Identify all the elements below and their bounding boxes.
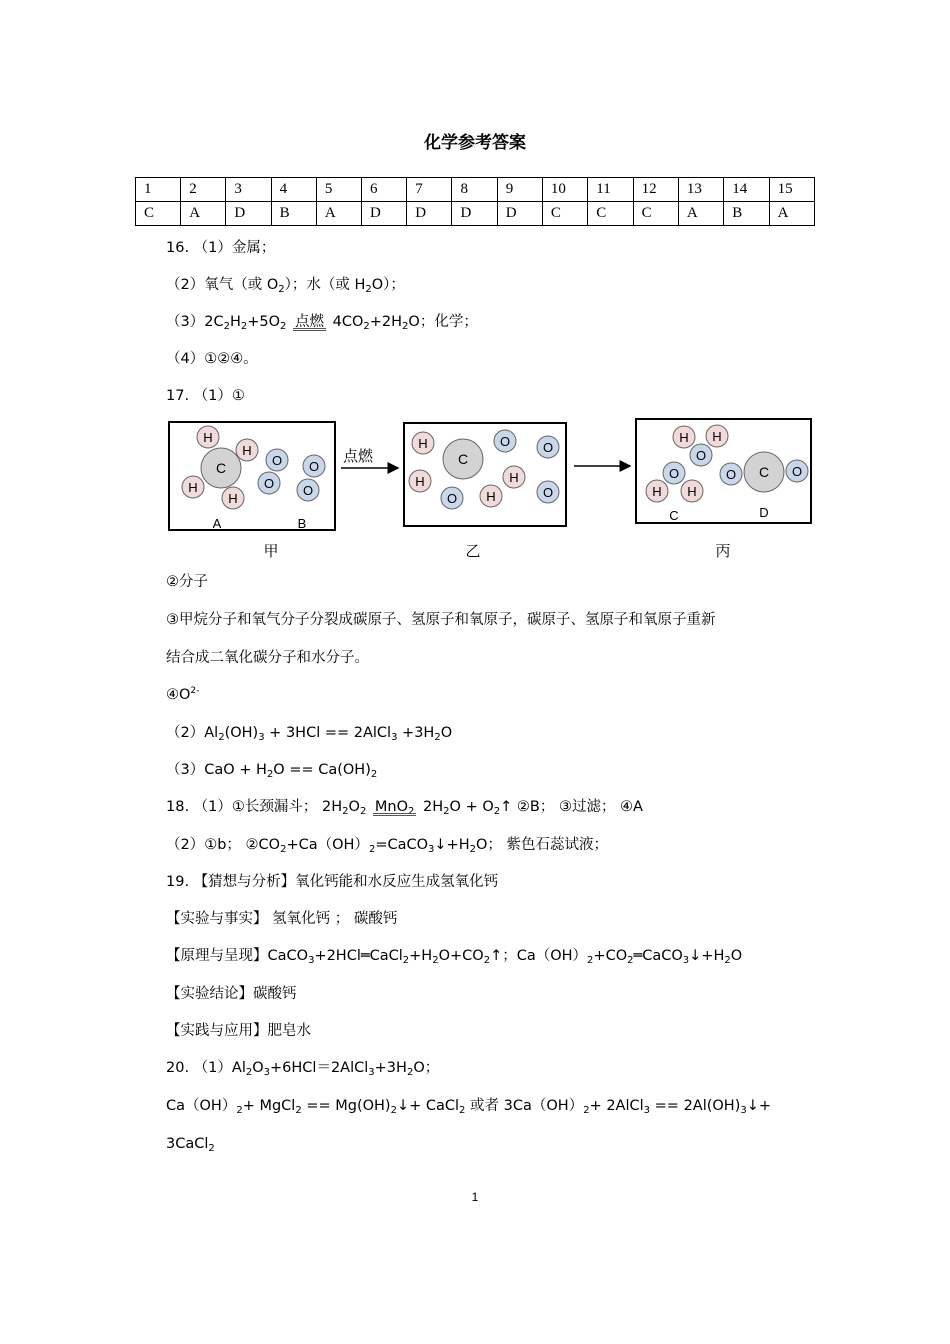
text: +3H <box>397 725 435 741</box>
atom-label: H <box>415 474 425 489</box>
subscript: 2 <box>295 1105 302 1116</box>
text: O + O <box>449 799 494 815</box>
text: =CaCO <box>375 837 429 853</box>
water-molecules <box>646 425 728 502</box>
subscript: 2 <box>627 955 634 966</box>
caption-yi: 乙 <box>465 542 481 560</box>
table-cell: C <box>542 202 587 226</box>
atom-label: O <box>542 485 554 500</box>
table-cell: C <box>136 202 181 226</box>
table-cell: 5 <box>316 178 361 202</box>
table-cell: 1 <box>136 178 181 202</box>
table-cell: A <box>769 202 814 226</box>
atom-label: O <box>263 476 275 491</box>
q20-line-1 <box>166 1058 439 1078</box>
subscript: 3 <box>308 955 315 966</box>
table-cell: A <box>678 202 723 226</box>
text: ↑；Ca（OH） <box>490 948 588 964</box>
text: ③甲烷分子和氧气分子分裂成碳原子、氢原子和氧原子，碳原子、氢原子和氧原子重新 <box>166 612 716 628</box>
atom-label: O <box>446 491 458 506</box>
arrow-label: 点燃 <box>343 447 374 465</box>
text: +2H <box>369 314 403 330</box>
q19-line-5 <box>166 1021 311 1041</box>
subscript: 2 <box>218 732 225 743</box>
subscript: 2 <box>493 806 501 817</box>
q17-line-7 <box>166 760 377 780</box>
answer-table-answer-row <box>136 202 815 226</box>
text: 【实验结论】碳酸钙 <box>166 986 297 1002</box>
subscript: 2 <box>724 955 731 966</box>
text: + 2AlCl <box>589 1098 644 1114</box>
table-cell: 14 <box>724 178 769 202</box>
text: 3CaCl <box>166 1136 209 1152</box>
subscript: 2 <box>402 955 410 966</box>
text: (OH) <box>224 725 259 741</box>
text: （3）CaO + H <box>166 762 267 778</box>
text: O；化学； <box>408 314 478 330</box>
q17-line-6 <box>166 723 452 743</box>
text: （2）氧气（或 O <box>166 277 279 293</box>
text: 20. （1）Al <box>166 1060 246 1076</box>
atom-label: O <box>695 448 707 463</box>
caption-bing: 丙 <box>715 542 731 560</box>
subscript: 3 <box>428 844 435 855</box>
subscript: 2 <box>245 1067 253 1078</box>
atom-label: H <box>687 484 697 499</box>
subscript: 2 <box>402 321 409 332</box>
table-cell: D <box>226 202 271 226</box>
molecule-reaction-diagram <box>160 410 820 570</box>
page-title: 化学参考答案 <box>424 133 526 153</box>
table-cell: 7 <box>407 178 452 202</box>
caption-jia: 甲 <box>263 542 279 560</box>
table-cell: A <box>181 202 226 226</box>
text: +5O <box>247 314 281 330</box>
subscript: 2 <box>370 769 378 780</box>
label-a: A <box>212 516 222 531</box>
subscript: 2 <box>368 844 376 855</box>
subscript: 2 <box>443 806 450 817</box>
text: O； <box>413 1060 440 1076</box>
atom-label: O <box>499 434 511 449</box>
separated-atoms <box>409 430 559 509</box>
atom-label: O <box>308 459 320 474</box>
text: + MgCl <box>242 1098 296 1114</box>
table-cell: D <box>497 202 542 226</box>
text: O <box>730 948 743 964</box>
q20-line-3 <box>166 1134 215 1154</box>
subscript: 2 <box>583 1105 590 1116</box>
table-cell: 10 <box>542 178 587 202</box>
text: O <box>252 1060 264 1076</box>
answer-table <box>135 177 815 226</box>
subscript: 2 <box>434 732 441 743</box>
atom-label: H <box>712 429 722 444</box>
atom-label: C <box>457 451 469 467</box>
subscript: 2 <box>432 955 439 966</box>
subscript: 2 <box>208 1143 215 1154</box>
atom-label: O <box>791 464 803 479</box>
text: Ca（OH） <box>166 1098 237 1114</box>
text: +6HCl＝2AlCl <box>270 1060 369 1076</box>
atom-label: H <box>486 489 496 504</box>
subscript: 2 <box>342 806 349 817</box>
subscript: 3 <box>682 955 690 966</box>
table-cell: C <box>588 202 633 226</box>
subscript: 2 <box>459 1105 466 1116</box>
q16-line-1 <box>166 238 275 258</box>
oxygen-molecules <box>258 449 325 501</box>
subscript: 2 <box>408 806 415 817</box>
text: 17. （1）① <box>166 388 245 404</box>
subscript: 2 <box>390 1105 397 1116</box>
carbon-dioxide-molecule <box>720 452 808 492</box>
subscript: 3 <box>258 732 265 743</box>
superscript: 2- <box>190 686 200 696</box>
text: +Ca（OH） <box>286 837 369 853</box>
table-cell: D <box>407 202 452 226</box>
text: ↓+H <box>434 837 470 853</box>
q18-line-2 <box>166 835 608 855</box>
subscript: 2 <box>365 284 372 295</box>
text: （4）①②④。 <box>166 351 258 367</box>
text: （3）2C <box>166 314 224 330</box>
atom-label: H <box>679 430 689 445</box>
text: ↓+H <box>689 948 725 964</box>
text: ②分子 <box>166 574 208 590</box>
text: O+CO <box>438 948 484 964</box>
text: == 2Al(OH) <box>650 1098 741 1114</box>
text: + 3HCl == 2AlCl <box>264 725 392 741</box>
text: +2HCl═CaCl <box>314 948 403 964</box>
subscript: 2 <box>587 955 594 966</box>
text: ④O <box>166 687 191 703</box>
subscript: 3 <box>368 1067 375 1078</box>
text: ）；水（或 H <box>284 277 366 293</box>
text: MnO <box>374 799 409 815</box>
text: 或者 3Ca（OH） <box>465 1098 584 1114</box>
atom-label: O <box>302 483 314 498</box>
table-cell: 12 <box>633 178 678 202</box>
table-cell: 6 <box>362 178 407 202</box>
subscript: 3 <box>263 1067 271 1078</box>
text: +3H <box>374 1060 407 1076</box>
q17-line-5 <box>166 685 199 705</box>
subscript: 2 <box>483 955 491 966</box>
table-cell: A <box>316 202 361 226</box>
table-cell: 4 <box>271 178 316 202</box>
text: ↓+ <box>746 1098 772 1114</box>
text: ↑ ②B； ③过滤； ④A <box>500 799 643 815</box>
subscript: 2 <box>469 844 476 855</box>
reaction-condition <box>371 797 419 817</box>
text: 2H <box>418 799 444 815</box>
subscript: 2 <box>280 321 287 332</box>
subscript: 3 <box>740 1105 747 1116</box>
table-cell: 2 <box>181 178 226 202</box>
table-cell: 9 <box>497 178 542 202</box>
text: 18. （1）①长颈漏斗； 2H <box>166 799 343 815</box>
text: +CO <box>593 948 628 964</box>
text: 【实验与事实】 氢氧化钙 ； 碳酸钙 <box>166 911 398 927</box>
reaction-condition: 点燃 <box>291 312 328 332</box>
text: +H <box>409 948 433 964</box>
q19-line-4 <box>166 984 297 1004</box>
q19-line-2 <box>166 909 397 929</box>
table-cell: 3 <box>226 178 271 202</box>
methane-molecule <box>182 426 258 509</box>
text: O）； <box>371 277 405 293</box>
label-c: C <box>669 508 679 523</box>
atom-label: H <box>203 430 213 445</box>
subscript: 2 <box>266 769 274 780</box>
atom-label: H <box>418 436 428 451</box>
q19-line-3 <box>166 946 742 966</box>
text: ↓+ CaCl <box>396 1098 460 1114</box>
atom-label: C <box>215 460 227 476</box>
q19-line-1 <box>166 872 498 892</box>
atom-label: H <box>509 470 519 485</box>
subscript: 2 <box>223 321 230 332</box>
text: （2）Al <box>166 725 219 741</box>
subscript: 3 <box>643 1105 651 1116</box>
q16-line-2 <box>166 275 405 295</box>
q17-line-2 <box>166 572 208 592</box>
table-cell: 15 <box>769 178 814 202</box>
text: 结合成二氧化碳分子和水分子。 <box>166 650 369 666</box>
q16-line-3 <box>166 312 478 332</box>
text: O <box>440 725 453 741</box>
atom-label: O <box>668 466 680 481</box>
text: 【原理与呈现】CaCO <box>166 948 309 964</box>
atom-label: H <box>228 491 238 506</box>
subscript: 2 <box>280 844 287 855</box>
subscript: 2 <box>363 321 370 332</box>
table-cell: 11 <box>588 178 633 202</box>
table-cell: D <box>362 202 407 226</box>
q18-line-1 <box>166 797 643 817</box>
subscript: 2 <box>236 1105 243 1116</box>
subscript: 3 <box>391 732 398 743</box>
q17-line-3 <box>166 610 716 630</box>
atom-label: H <box>188 480 198 495</box>
text: == Mg(OH) <box>301 1098 391 1114</box>
q20-line-2 <box>166 1096 771 1116</box>
text: 19. 【猜想与分析】氧化钙能和水反应生成氢氧化钙 <box>166 874 499 890</box>
table-cell: B <box>724 202 769 226</box>
q16-line-4 <box>166 349 258 369</box>
text: 16. （1）金属； <box>166 240 276 256</box>
atom-label: O <box>271 453 283 468</box>
text: ═CaCO <box>633 948 683 964</box>
atom-label: O <box>725 467 737 482</box>
subscript: 2 <box>359 806 367 817</box>
text: （2）①b； ②CO <box>166 837 281 853</box>
atom-label: H <box>242 443 252 458</box>
text: H <box>229 314 241 330</box>
answer-table-number-row <box>136 178 815 202</box>
label-d: D <box>759 505 769 520</box>
label-b: B <box>297 516 307 531</box>
atom-label: H <box>652 484 662 499</box>
text: 【实践与应用】肥皂水 <box>166 1023 311 1039</box>
table-cell: C <box>633 202 678 226</box>
q17-line-4 <box>166 648 369 668</box>
text: 4CO <box>332 314 364 330</box>
text: O； 紫色石蕊试液； <box>475 837 608 853</box>
text: O <box>348 799 360 815</box>
table-cell: 13 <box>678 178 723 202</box>
atom-label: C <box>758 464 770 480</box>
page-number: 1 <box>471 1190 479 1204</box>
table-cell: 8 <box>452 178 497 202</box>
text: O == Ca(OH) <box>273 762 371 778</box>
subscript: 2 <box>278 284 285 295</box>
atom-label: O <box>542 440 554 455</box>
subscript: 2 <box>240 321 248 332</box>
table-cell: D <box>452 202 497 226</box>
table-cell: B <box>271 202 316 226</box>
q17-line-1 <box>166 386 245 406</box>
subscript: 2 <box>406 1067 414 1078</box>
